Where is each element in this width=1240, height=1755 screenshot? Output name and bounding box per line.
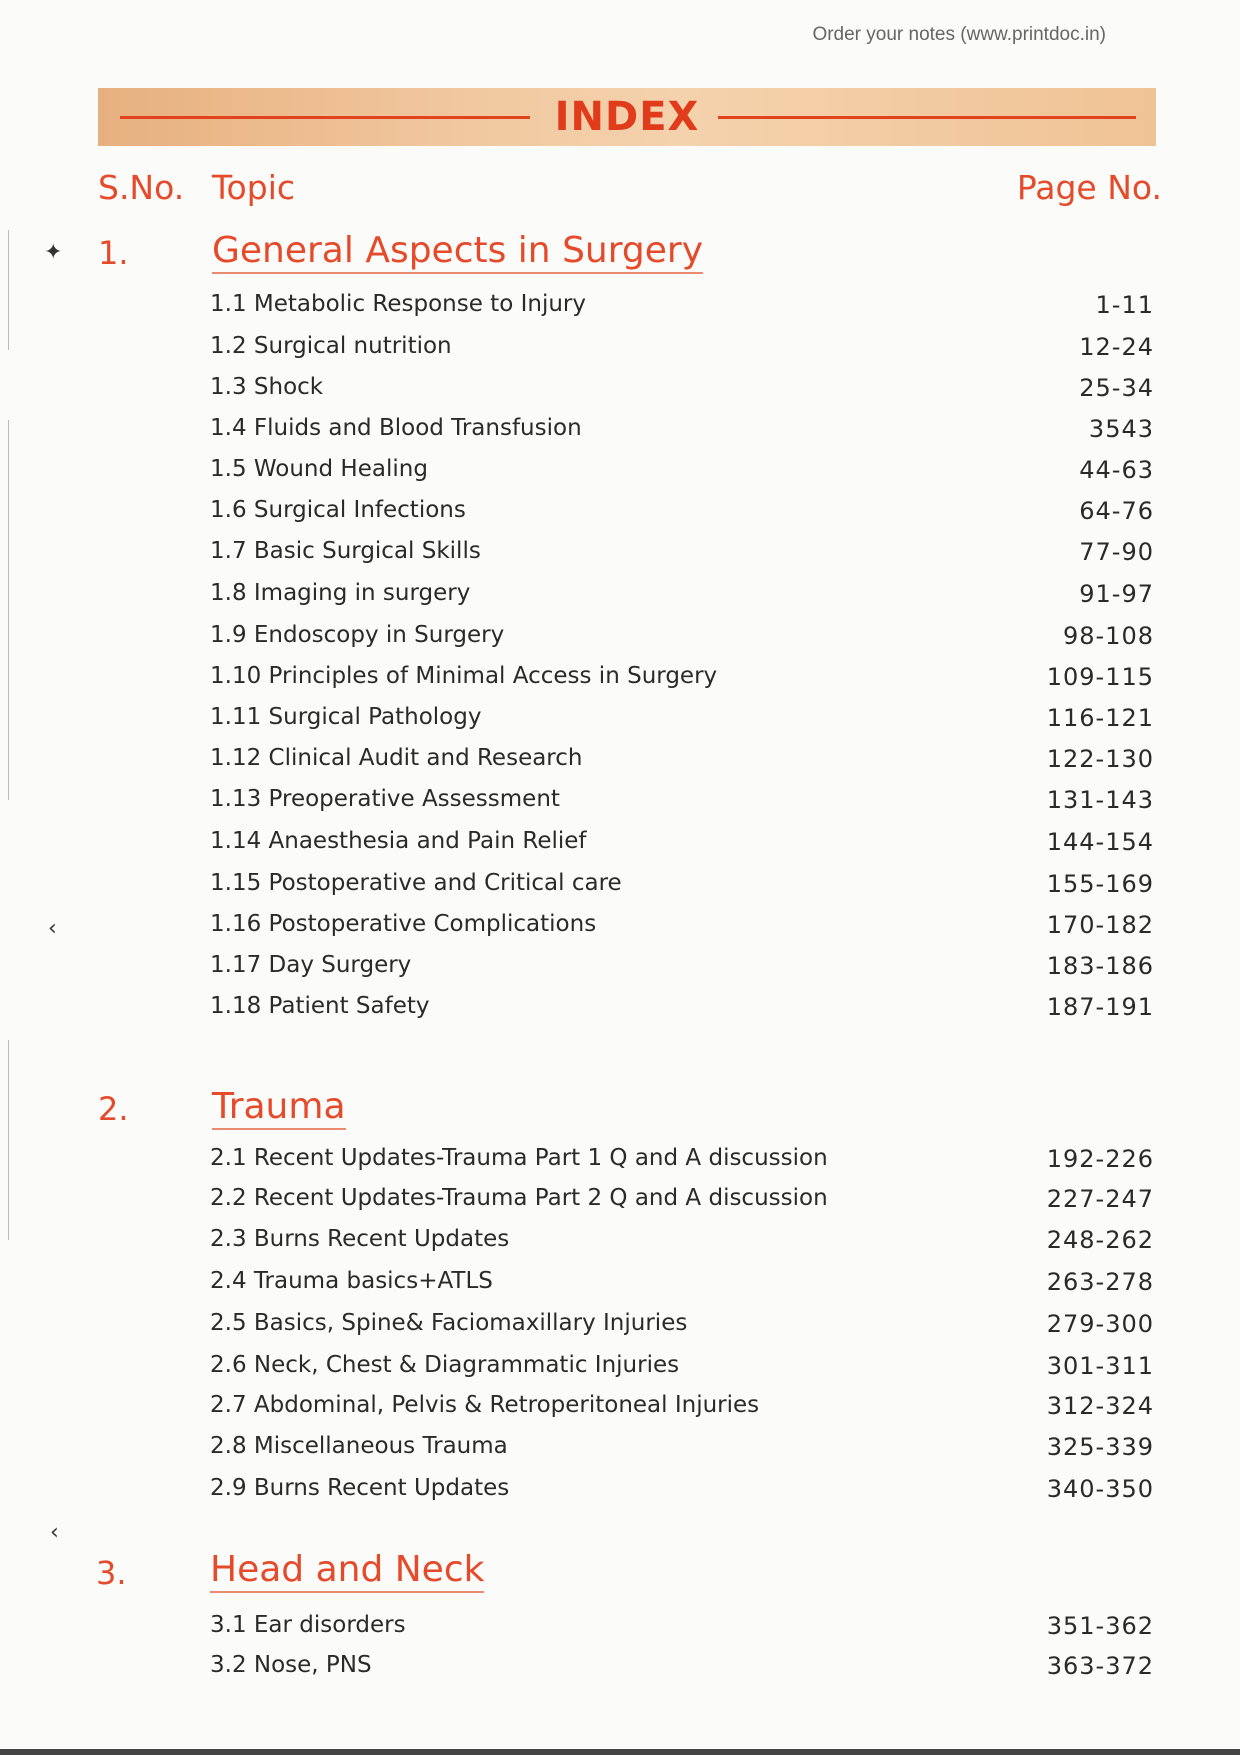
toc-topic: 2.9 Burns Recent Updates <box>210 1475 510 1501</box>
scan-edge-line <box>8 1040 9 1240</box>
toc-pages: 279-300 <box>1046 1310 1154 1338</box>
toc-row <box>210 415 1154 449</box>
toc-row <box>210 291 1154 325</box>
section-title: General Aspects in Surgery <box>212 230 703 274</box>
toc-pages: 116-121 <box>1046 704 1154 732</box>
toc-topic: 2.8 Miscellaneous Trauma <box>210 1433 508 1459</box>
toc-topic: 1.15 Postoperative and Critical care <box>210 870 622 896</box>
toc-topic: 1.2 Surgical nutrition <box>210 333 452 359</box>
toc-pages: 263-278 <box>1046 1268 1154 1296</box>
toc-pages: 227-247 <box>1046 1185 1154 1213</box>
toc-pages: 192-226 <box>1046 1145 1154 1173</box>
toc-pages: 170-182 <box>1046 911 1154 939</box>
scan-mark-icon: ‹ <box>50 1520 59 1545</box>
section-number: 2. <box>98 1090 129 1128</box>
toc-row <box>210 663 1154 697</box>
scan-edge-line <box>8 230 9 350</box>
toc-pages: 64-76 <box>1079 497 1154 525</box>
toc-pages: 12-24 <box>1079 333 1154 361</box>
toc-topic: 1.10 Principles of Minimal Access in Surgery <box>210 663 718 689</box>
toc-pages: 91-97 <box>1079 580 1154 608</box>
toc-row <box>210 1392 1154 1426</box>
toc-topic: 1.13 Preoperative Assessment <box>210 786 560 812</box>
toc-pages: 187-191 <box>1046 993 1154 1021</box>
toc-row <box>210 870 1154 904</box>
toc-pages: 77-90 <box>1079 538 1154 566</box>
toc-pages: 183-186 <box>1046 952 1154 980</box>
toc-pages: 3543 <box>1088 415 1154 443</box>
toc-row <box>210 538 1154 572</box>
toc-topic: 2.1 Recent Updates-Trauma Part 1 Q and A discussion <box>210 1145 828 1171</box>
toc-pages: 363-372 <box>1046 1652 1154 1680</box>
toc-pages: 340-350 <box>1046 1475 1154 1503</box>
toc-pages: 131-143 <box>1046 786 1154 814</box>
toc-topic: 3.2 Nose, PNS <box>210 1652 372 1678</box>
toc-topic: 1.6 Surgical Infections <box>210 497 466 523</box>
index-banner <box>98 88 1156 146</box>
toc-row <box>210 786 1154 820</box>
toc-topic: 3.1 Ear disorders <box>210 1612 406 1638</box>
toc-pages: 144-154 <box>1046 828 1154 856</box>
toc-row <box>210 497 1154 531</box>
scan-edge-line <box>8 420 9 800</box>
toc-row <box>210 1185 1154 1219</box>
toc-topic: 2.5 Basics, Spine& Faciomaxillary Injuries <box>210 1310 688 1336</box>
toc-topic: 1.11 Surgical Pathology <box>210 704 482 730</box>
toc-topic: 1.8 Imaging in surgery <box>210 580 471 606</box>
toc-row <box>210 911 1154 945</box>
toc-topic: 1.3 Shock <box>210 374 324 400</box>
column-header-sno: S.No. <box>98 168 185 207</box>
toc-pages: 301-311 <box>1046 1352 1154 1380</box>
section-title: Head and Neck <box>210 1549 484 1593</box>
toc-topic: 2.2 Recent Updates-Trauma Part 2 Q and A discussion <box>210 1185 828 1211</box>
toc-row <box>210 745 1154 779</box>
toc-row <box>210 1268 1154 1302</box>
toc-row <box>210 1652 1154 1686</box>
toc-topic: 1.17 Day Surgery <box>210 952 412 978</box>
section-title: Trauma <box>212 1086 346 1130</box>
index-title: INDEX <box>554 94 700 140</box>
toc-topic: 1.18 Patient Safety <box>210 993 430 1019</box>
toc-row <box>210 828 1154 862</box>
toc-row <box>210 622 1154 656</box>
toc-pages: 109-115 <box>1046 663 1154 691</box>
toc-topic: 1.12 Clinical Audit and Research <box>210 745 583 771</box>
toc-topic: 2.3 Burns Recent Updates <box>210 1226 510 1252</box>
toc-pages: 25-34 <box>1079 374 1154 402</box>
toc-pages: 1-11 <box>1095 291 1154 319</box>
toc-row <box>210 1310 1154 1344</box>
toc-topic: 2.7 Abdominal, Pelvis & Retroperitoneal Injuries <box>210 1392 760 1418</box>
toc-topic: 1.1 Metabolic Response to Injury <box>210 291 586 317</box>
column-header-topic: Topic <box>212 168 295 207</box>
toc-topic: 1.7 Basic Surgical Skills <box>210 538 481 564</box>
column-header-page: Page No. <box>1016 168 1162 207</box>
toc-topic: 2.6 Neck, Chest & Diagrammatic Injuries <box>210 1352 680 1378</box>
toc-row <box>210 1145 1154 1179</box>
banner-rule-right <box>718 116 1136 119</box>
print-source-note: Order your notes (www.printdoc.in) <box>812 24 1106 45</box>
toc-row <box>210 1226 1154 1260</box>
toc-row <box>210 1612 1154 1646</box>
toc-row <box>210 456 1154 490</box>
toc-pages: 44-63 <box>1079 456 1154 484</box>
toc-topic: 1.14 Anaesthesia and Pain Relief <box>210 828 587 854</box>
toc-topic: 1.4 Fluids and Blood Transfusion <box>210 415 582 441</box>
toc-topic: 1.16 Postoperative Complications <box>210 911 597 937</box>
toc-row <box>210 333 1154 367</box>
toc-pages: 312-324 <box>1046 1392 1154 1420</box>
toc-topic: 1.5 Wound Healing <box>210 456 428 482</box>
toc-row <box>210 704 1154 738</box>
toc-pages: 351-362 <box>1046 1612 1154 1640</box>
toc-row <box>210 993 1154 1027</box>
toc-row <box>210 1352 1154 1386</box>
toc-row <box>210 374 1154 408</box>
toc-row <box>210 1475 1154 1509</box>
toc-pages: 248-262 <box>1046 1226 1154 1254</box>
toc-pages: 325-339 <box>1046 1433 1154 1461</box>
toc-pages: 155-169 <box>1046 870 1154 898</box>
toc-pages: 122-130 <box>1046 745 1154 773</box>
section-number: 3. <box>96 1554 127 1592</box>
scan-bottom-edge <box>0 1749 1240 1755</box>
toc-pages: 98-108 <box>1062 622 1154 650</box>
scan-mark-icon: ✦ <box>44 240 63 265</box>
toc-row <box>210 580 1154 614</box>
section-number: 1. <box>98 234 129 272</box>
toc-topic: 1.9 Endoscopy in Surgery <box>210 622 505 648</box>
scan-mark-icon: ‹ <box>48 916 57 941</box>
toc-topic: 2.4 Trauma basics+ATLS <box>210 1268 493 1294</box>
toc-row <box>210 952 1154 986</box>
toc-row <box>210 1433 1154 1467</box>
